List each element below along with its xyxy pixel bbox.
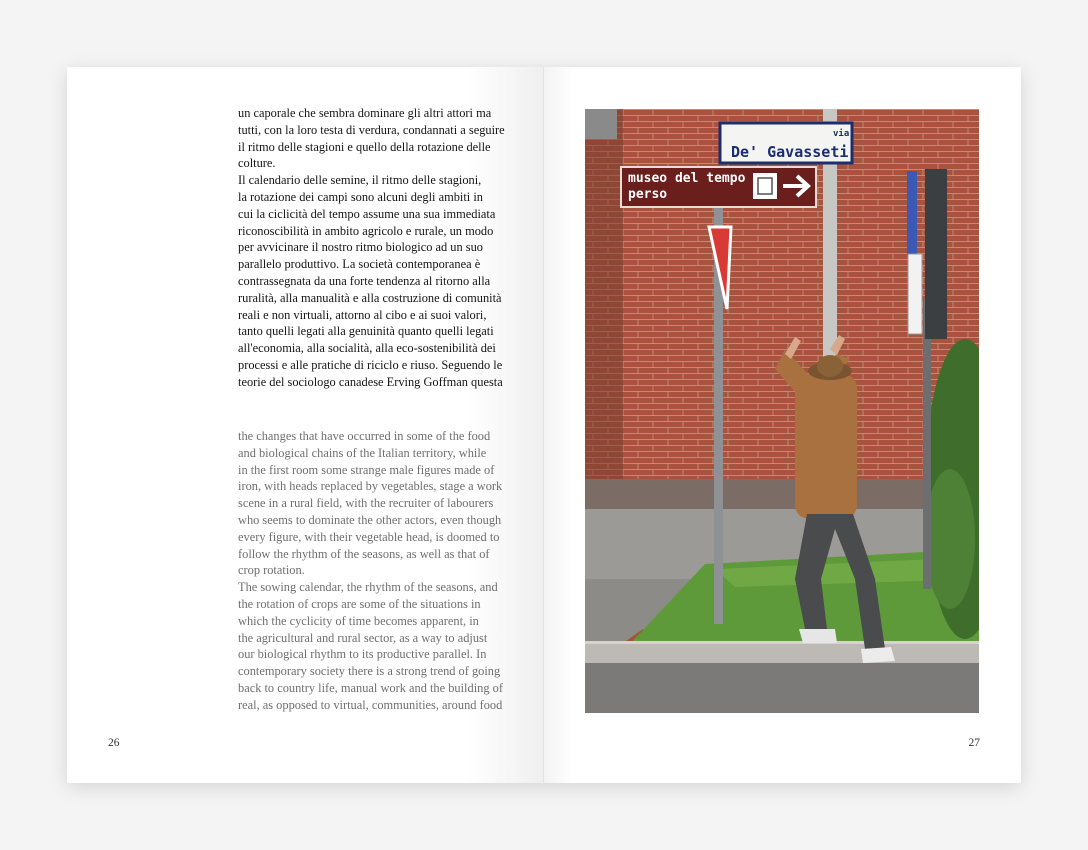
street-sign-prefix: via [833, 129, 850, 139]
english-line: the rotation of crops are some of the situations in [238, 596, 481, 611]
english-line: our biological rhythm to its productive parallel. In [238, 647, 487, 662]
italian-line: parallelo produttivo. La società contemporanea è [238, 257, 481, 272]
english-line: crop rotation. [238, 563, 305, 578]
english-line: the agricultural and rural sector, as a way to adjust [238, 630, 488, 645]
page-number-left: 26 [108, 737, 120, 749]
english-line: iron, with heads replaced by vegetables, stage a work [238, 479, 503, 494]
building-corner [585, 109, 617, 139]
white-sign [908, 254, 922, 334]
english-line: contemporary society there is a strong trend of going [238, 664, 501, 679]
italian-line: tutti, con la loro testa di verdura, condannati a seguire [238, 122, 505, 137]
sign-back [925, 169, 947, 339]
english-line: back to country life, manual work and the building of [238, 680, 503, 695]
italian-line: teorie del sociologo canadese Erving Goffman questa [238, 374, 503, 389]
blue-sign [907, 171, 917, 256]
right-page [544, 67, 1021, 783]
english-line: in the first room some strange male figures made of [238, 462, 495, 477]
italian-line: processi e alle pratiche di riciclo e riuso. Seguendo le [238, 357, 503, 372]
italian-line: la rotazione dei campi sono alcuni degli ambiti in [238, 189, 483, 204]
wall-plinth [585, 479, 979, 514]
wall-shadow [585, 109, 623, 489]
english-line: The sowing calendar, the rhythm of the seasons, and [238, 580, 498, 595]
museum-sign-line1: museo del tempo [628, 171, 746, 186]
english-line: real, as opposed to virtual, communities, around food [238, 697, 503, 712]
italian-line: tanto quelli legati alla genuinità quanto quelli legati [238, 324, 494, 339]
street-sign-name: De' Gavasseti [731, 143, 849, 161]
italian-line: ruralità, alla manualità e alla costruzione di comunità [238, 290, 502, 305]
english-line: scene in a rural field, with the recruiter of labourers [238, 496, 494, 511]
english-line: and biological chains of the Italian territory, while [238, 445, 487, 460]
street-photo [585, 109, 979, 713]
italian-line: contrassegnata da una forte tendenza al ritorno alla [238, 273, 491, 288]
book-spread [67, 67, 1021, 783]
curb [585, 641, 979, 663]
italian-line: un caporale che sembra dominare gli altri attori ma [238, 106, 492, 120]
italian-line: per avvicinare il nostro ritmo biologico ad un suo [238, 240, 484, 255]
italian-line: cui la ciclicità del tempo assume una sua immediata [238, 206, 496, 221]
english-text [238, 428, 506, 714]
page-number-right: 27 [968, 737, 980, 749]
italian-line: all'economia, alla socialità, alla eco-sostenibilità dei [238, 341, 496, 356]
italian-line: riconoscibilità in ambito agricolo e rurale, un modo [238, 223, 494, 238]
road [585, 663, 979, 713]
italian-line: colture. [238, 156, 276, 171]
english-line: the changes that have occurred in some of the food [238, 429, 491, 443]
right-pole [923, 299, 931, 589]
english-line: which the cyclicity of time becomes apparent, in [238, 613, 479, 628]
italian-line: Il calendario delle semine, il ritmo delle stagioni, [238, 173, 482, 188]
left-page [67, 67, 544, 783]
english-line: every figure, with their vegetable head, is doomed to [238, 529, 500, 544]
italian-line: il ritmo delle stagioni e quello della rotazione delle [238, 139, 491, 154]
museum-sign-icon [753, 173, 777, 199]
italian-line: reali e non virtuali, attorno al cibo e ai suoi valori, [238, 307, 487, 322]
museum-sign-line2: perso [628, 187, 668, 202]
english-line: follow the rhythm of the seasons, as well as that of [238, 546, 490, 561]
italian-text [238, 105, 506, 391]
english-line: who seems to dominate the other actors, even though [238, 512, 502, 527]
